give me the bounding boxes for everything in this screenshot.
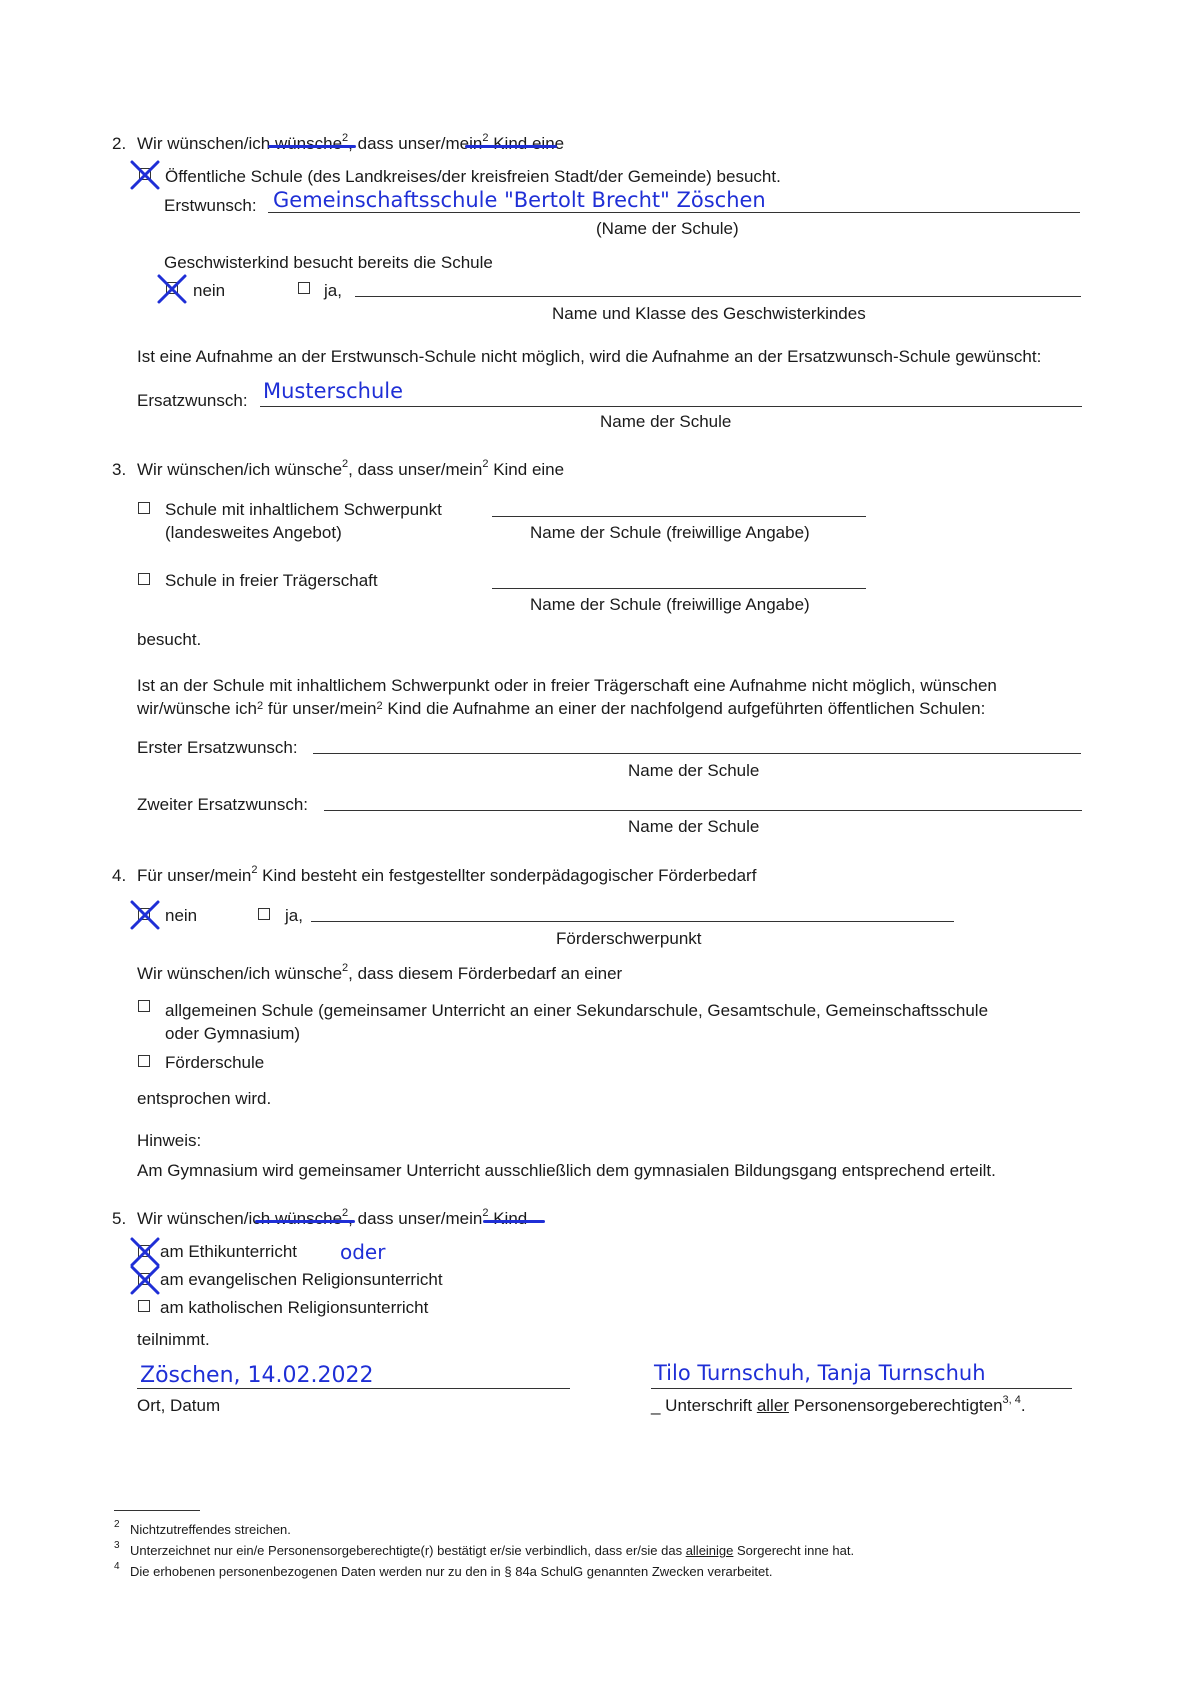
footnote-text: Nichtzutreffendes streichen. (130, 1522, 291, 1537)
signature-line (651, 1388, 1072, 1389)
handwritten-x-mark (128, 898, 162, 932)
strike-mein-kind (465, 145, 557, 148)
private-school-label: Schule in freier Trägerschaft (165, 571, 378, 590)
footnote-number: 2 (114, 1519, 120, 1530)
place-date-value[interactable]: Zöschen, 14.02.2022 (140, 1363, 374, 1388)
sibling-caption: Name und Klasse des Geschwisterkindes (552, 304, 866, 323)
handwritten-x-mark (128, 1263, 162, 1297)
need-focus-line[interactable] (311, 921, 954, 922)
first-wish-line (268, 212, 1080, 213)
ethics-label: am Ethikunterricht (160, 1242, 297, 1261)
strike-ich-wuensche (268, 145, 356, 148)
catholic-checkbox[interactable] (138, 1300, 150, 1312)
public-school-label: Öffentliche Schule (des Landkreises/der kreisfreien Stadt/der Gemeinde) besucht. (165, 167, 781, 186)
alt-wish-label: Ersatzwunsch: (137, 391, 248, 410)
section-2-heading: Wir wünschen/ich wünsche$^2$, dass unser/mein$^2$ Kind eine (137, 132, 565, 153)
focus-school-checkbox[interactable] (138, 502, 150, 514)
need-wish-text: Wir wünschen/ich wünsche$^2$, dass diesem Förderbedarf an einer (137, 962, 623, 983)
special-school-checkbox[interactable] (138, 1055, 150, 1067)
section-5-closing: teilnimmt. (137, 1330, 210, 1349)
sibling-question: Geschwisterkind besucht bereits die Schule (164, 253, 493, 272)
general-school-label: allgemeinen Schule (gemeinsamer Unterricht an einer Sekundarschule, Gesamtschule, Gemeinschaftsschule oder Gymnasium) (165, 1001, 989, 1043)
alt-paragraph: Ist an der Schule mit inhaltlichem Schwerpunkt oder in freier Trägerschaft eine Aufnahme nicht möglich, wünschen wir/wünsche ich$^2$ für unser/mein$^2$ Kind die Aufnahme an einer der nachfolgend aufgeführten öffentlichen Schulen: (137, 676, 997, 718)
focus-school-line (492, 516, 866, 517)
section-3-heading: Wir wünschen/ich wünsche$^2$, dass unser/mein$^2$ Kind eine (137, 458, 565, 479)
section-3-number: 3. (112, 460, 127, 479)
private-school-checkbox[interactable] (138, 573, 150, 585)
note-text: Am Gymnasium wird gemeinsamer Unterricht ausschließlich dem gymnasialen Bildungsgang entsprechend erteilt. (137, 1161, 996, 1180)
second-alt-label: Zweiter Ersatzwunsch: (137, 795, 308, 814)
need-focus-caption: Förderschwerpunkt (556, 929, 702, 948)
footnote-text: Die erhobenen personenbezogenen Daten werden nur zu den in § 84a SchulG genannten Zwecken verarbeitet. (130, 1564, 773, 1579)
besucht-text: besucht. (137, 630, 202, 649)
first-alt-caption: Name der Schule (628, 761, 760, 780)
general-school-checkbox[interactable] (138, 1000, 150, 1012)
sibling-no-label: nein (193, 281, 226, 300)
section-2-number: 2. (112, 134, 127, 153)
footnote-number: 4 (114, 1561, 120, 1572)
sibling-yes-label: ja, (324, 281, 342, 300)
sibling-yes-checkbox[interactable] (298, 282, 310, 294)
alt-wish-caption: Name der Schule (600, 412, 732, 431)
footnote-divider (114, 1510, 200, 1511)
strike-ich-wuensche (255, 1220, 355, 1223)
alt-wish-line (260, 406, 1082, 407)
place-date-caption: Ort, Datum (137, 1396, 221, 1415)
focus-school-caption: Name der Schule (freiwillige Angabe) (530, 523, 810, 542)
place-date-line (137, 1388, 570, 1389)
note-title: Hinweis: (137, 1131, 202, 1150)
sibling-line (355, 296, 1081, 297)
fallback-text: Ist eine Aufnahme an der Erstwunsch-Schule nicht möglich, wird die Aufnahme an der Ersatzwunsch-Schule gewünscht: (137, 347, 1042, 366)
first-alt-label: Erster Ersatzwunsch: (137, 738, 298, 757)
handwritten-x-mark (128, 158, 162, 192)
focus-school-sublabel: (landesweites Angebot) (165, 523, 342, 542)
first-wish-caption: (Name der Schule) (596, 219, 739, 238)
private-school-line (492, 588, 866, 589)
protestant-label: am evangelischen Religionsunterricht (160, 1270, 443, 1289)
strike-mein-kind (483, 1220, 545, 1223)
private-school-caption: Name der Schule (freiwillige Angabe) (530, 595, 810, 614)
signature-value[interactable]: Tilo Turnschuh, Tanja Turnschuh (654, 1361, 986, 1385)
second-alt-caption: Name der Schule (628, 817, 760, 836)
focus-school-label: Schule mit inhaltlichem Schwerpunkt (165, 500, 442, 519)
need-closing: entsprochen wird. (137, 1089, 272, 1108)
first-wish-label: Erstwunsch: (164, 196, 257, 215)
need-yes-checkbox[interactable] (258, 908, 270, 920)
first-wish-value[interactable]: Gemeinschaftsschule "Bertolt Brecht" Zöschen (273, 188, 766, 212)
handwritten-x-mark (155, 272, 189, 306)
need-yes-label: ja, (285, 906, 303, 925)
catholic-label: am katholischen Religionsunterricht (160, 1298, 429, 1317)
handwritten-oder: oder (340, 1240, 386, 1264)
section-5-heading: Wir wünschen/ich wünsche$^2$, dass unser/mein$^2$ Kind (137, 1207, 528, 1228)
need-no-label: nein (165, 906, 198, 925)
section-5-number: 5. (112, 1209, 127, 1228)
first-alt-line[interactable] (313, 753, 1081, 754)
footnote-number: 3 (114, 1540, 120, 1551)
footnote-text: Unterzeichnet nur ein/e Personensorgeberechtigte(r) bestätigt er/sie verbindlich, dass er/sie das alleinige Sorgerecht inne hat. (130, 1543, 855, 1558)
section-4-heading: Für unser/mein$^2$ Kind besteht ein festgestellter sonderpädagogischer Förderbedarf (137, 864, 757, 885)
special-school-label: Förderschule (165, 1053, 265, 1072)
alt-wish-value[interactable]: Musterschule (263, 379, 404, 403)
second-alt-line[interactable] (324, 810, 1082, 811)
signature-caption: _ Unterschrift aller Personensorgeberechtigten$^{3, 4}$. (651, 1394, 1026, 1415)
section-4-number: 4. (112, 866, 127, 885)
